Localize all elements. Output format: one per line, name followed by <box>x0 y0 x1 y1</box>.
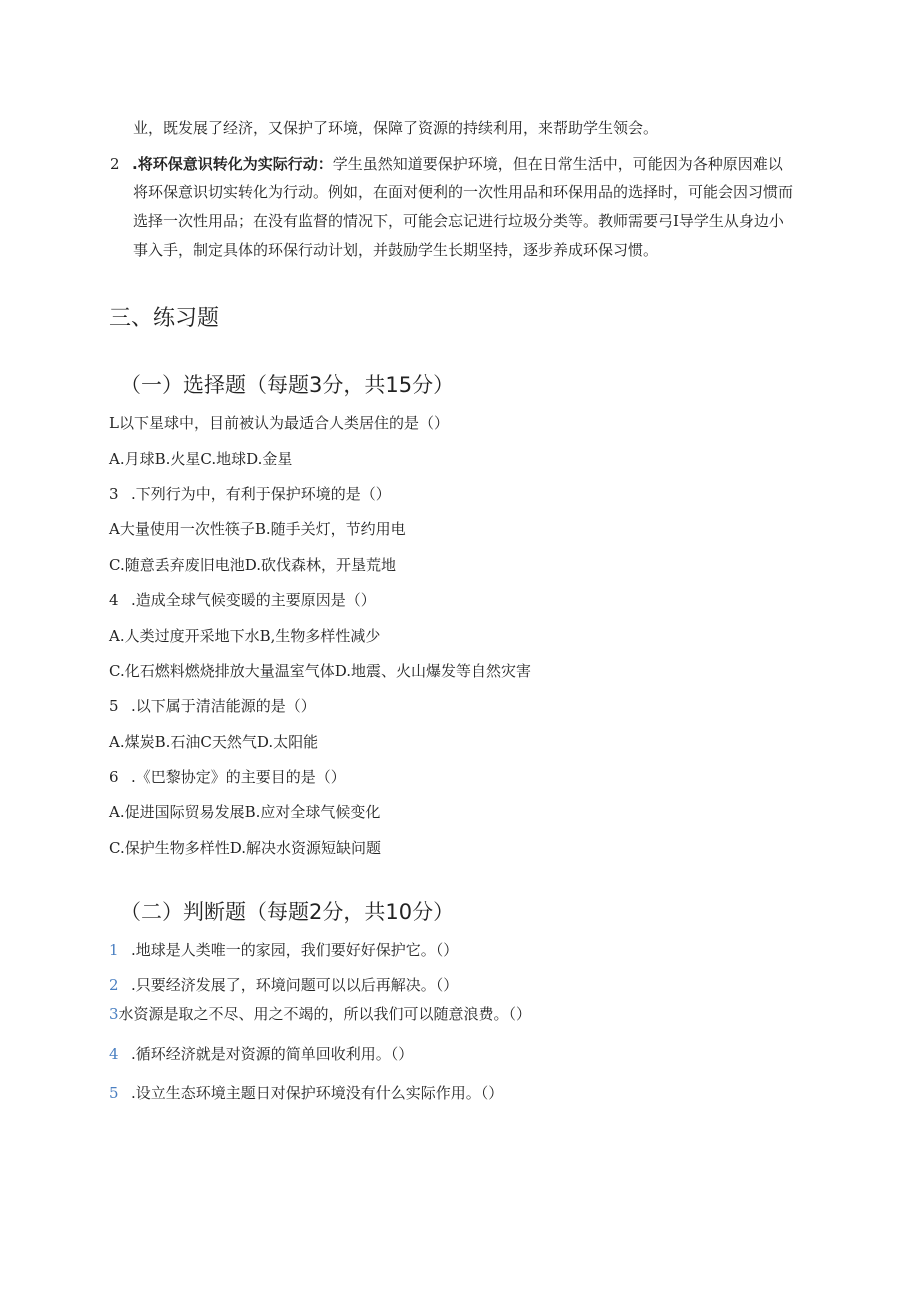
item-number: 1 <box>109 941 119 959</box>
question-options: A.煤炭B.石油C天然气D.太阳能 <box>109 733 319 751</box>
item-title: .将环保意识转化为实际行动： <box>132 155 333 173</box>
item-number: 2 <box>109 976 119 994</box>
judgement-item <box>109 1004 531 1024</box>
question-options: A大量使用一次性筷子B.随手关灯，节约用电 <box>109 520 406 538</box>
question-options: C.随意丢弃废旧电池D.砍伐森林，开垦荒地 <box>109 556 396 574</box>
question-number: 6 <box>109 768 119 786</box>
question-text: .以下属于清洁能源的是（） <box>131 697 316 715</box>
part-title-judgement: （二）判断题（每题2分，共10分） <box>120 900 455 924</box>
question-text: .下列行为中，有利于保护环境的是（） <box>131 485 391 503</box>
intro-item-2-line: 事入手，制定具体的环保行动计划，并鼓励学生长期坚持，逐步养成环保习惯。 <box>133 241 659 259</box>
question-options: C.保护生物多样性D.解决水资源短缺问题 <box>109 839 381 857</box>
item-text: 学生虽然知道要保护环境，但在日常生活中，可能因为各种原因难以 <box>332 155 783 173</box>
question-options: A.人类过度开采地下水B,生物多样性减少 <box>109 627 381 645</box>
item-text: .设立生态环境主题日对保护环境没有什么实际作用。（） <box>131 1084 504 1102</box>
item-text: 水资源是取之不尽、用之不竭的，所以我们可以随意浪费。（） <box>118 1005 532 1023</box>
judgement-item <box>109 1083 503 1103</box>
item-number: 5 <box>109 1084 119 1102</box>
question <box>109 484 391 504</box>
question: L以下星球中，目前被认为最适合人类居住的是（） <box>109 414 449 432</box>
intro-item-2 <box>110 154 783 174</box>
judgement-item <box>109 1044 413 1064</box>
question-options: A.月球B.火星C.地球D.金星 <box>109 450 293 468</box>
question-text: .造成全球气候变暖的主要原因是（） <box>131 591 376 609</box>
section-title: 三、练习题 <box>109 306 220 331</box>
item-number: 4 <box>109 1045 119 1063</box>
item-number: 2 <box>110 155 120 173</box>
question-text: .《巴黎协定》的主要目的是（） <box>131 768 346 786</box>
question <box>109 696 316 716</box>
intro-item-2-line: 选择一次性用品；在没有监督的情况下，可能会忘记进行垃圾分类等。教师需要弓I导学生从身边小 <box>133 212 784 230</box>
part-title-choice: （一）选择题（每题3分，共15分） <box>120 373 455 397</box>
intro-item-2-line: 将环保意识切实转化为行动。例如，在面对便利的一次性用品和环保用品的选择时，可能会因习惯而 <box>133 183 794 201</box>
question-options: A.促进国际贸易发展B.应对全球气候变化 <box>109 803 381 821</box>
question <box>109 767 346 787</box>
intro-line: 业，既发展了经济，又保护了环境，保障了资源的持续利用，来帮助学生领会。 <box>133 119 659 137</box>
judgement-item <box>109 940 458 960</box>
item-text: .地球是人类唯一的家园，我们要好好保护它。（） <box>131 941 459 959</box>
question-number: 3 <box>109 485 119 503</box>
item-text: .只要经济发展了，环境问题可以以后再解决。（） <box>131 976 459 994</box>
question-number: 4 <box>109 591 119 609</box>
question-options: C.化石燃料燃烧排放大量温室气体D.地震、火山爆发等自然灾害 <box>109 662 531 680</box>
item-text: .循环经济就是对资源的简单回收利用。（） <box>131 1045 414 1063</box>
question <box>109 590 376 610</box>
judgement-item <box>109 975 458 995</box>
item-number: 3 <box>109 1005 119 1023</box>
question-number: 5 <box>109 697 119 715</box>
